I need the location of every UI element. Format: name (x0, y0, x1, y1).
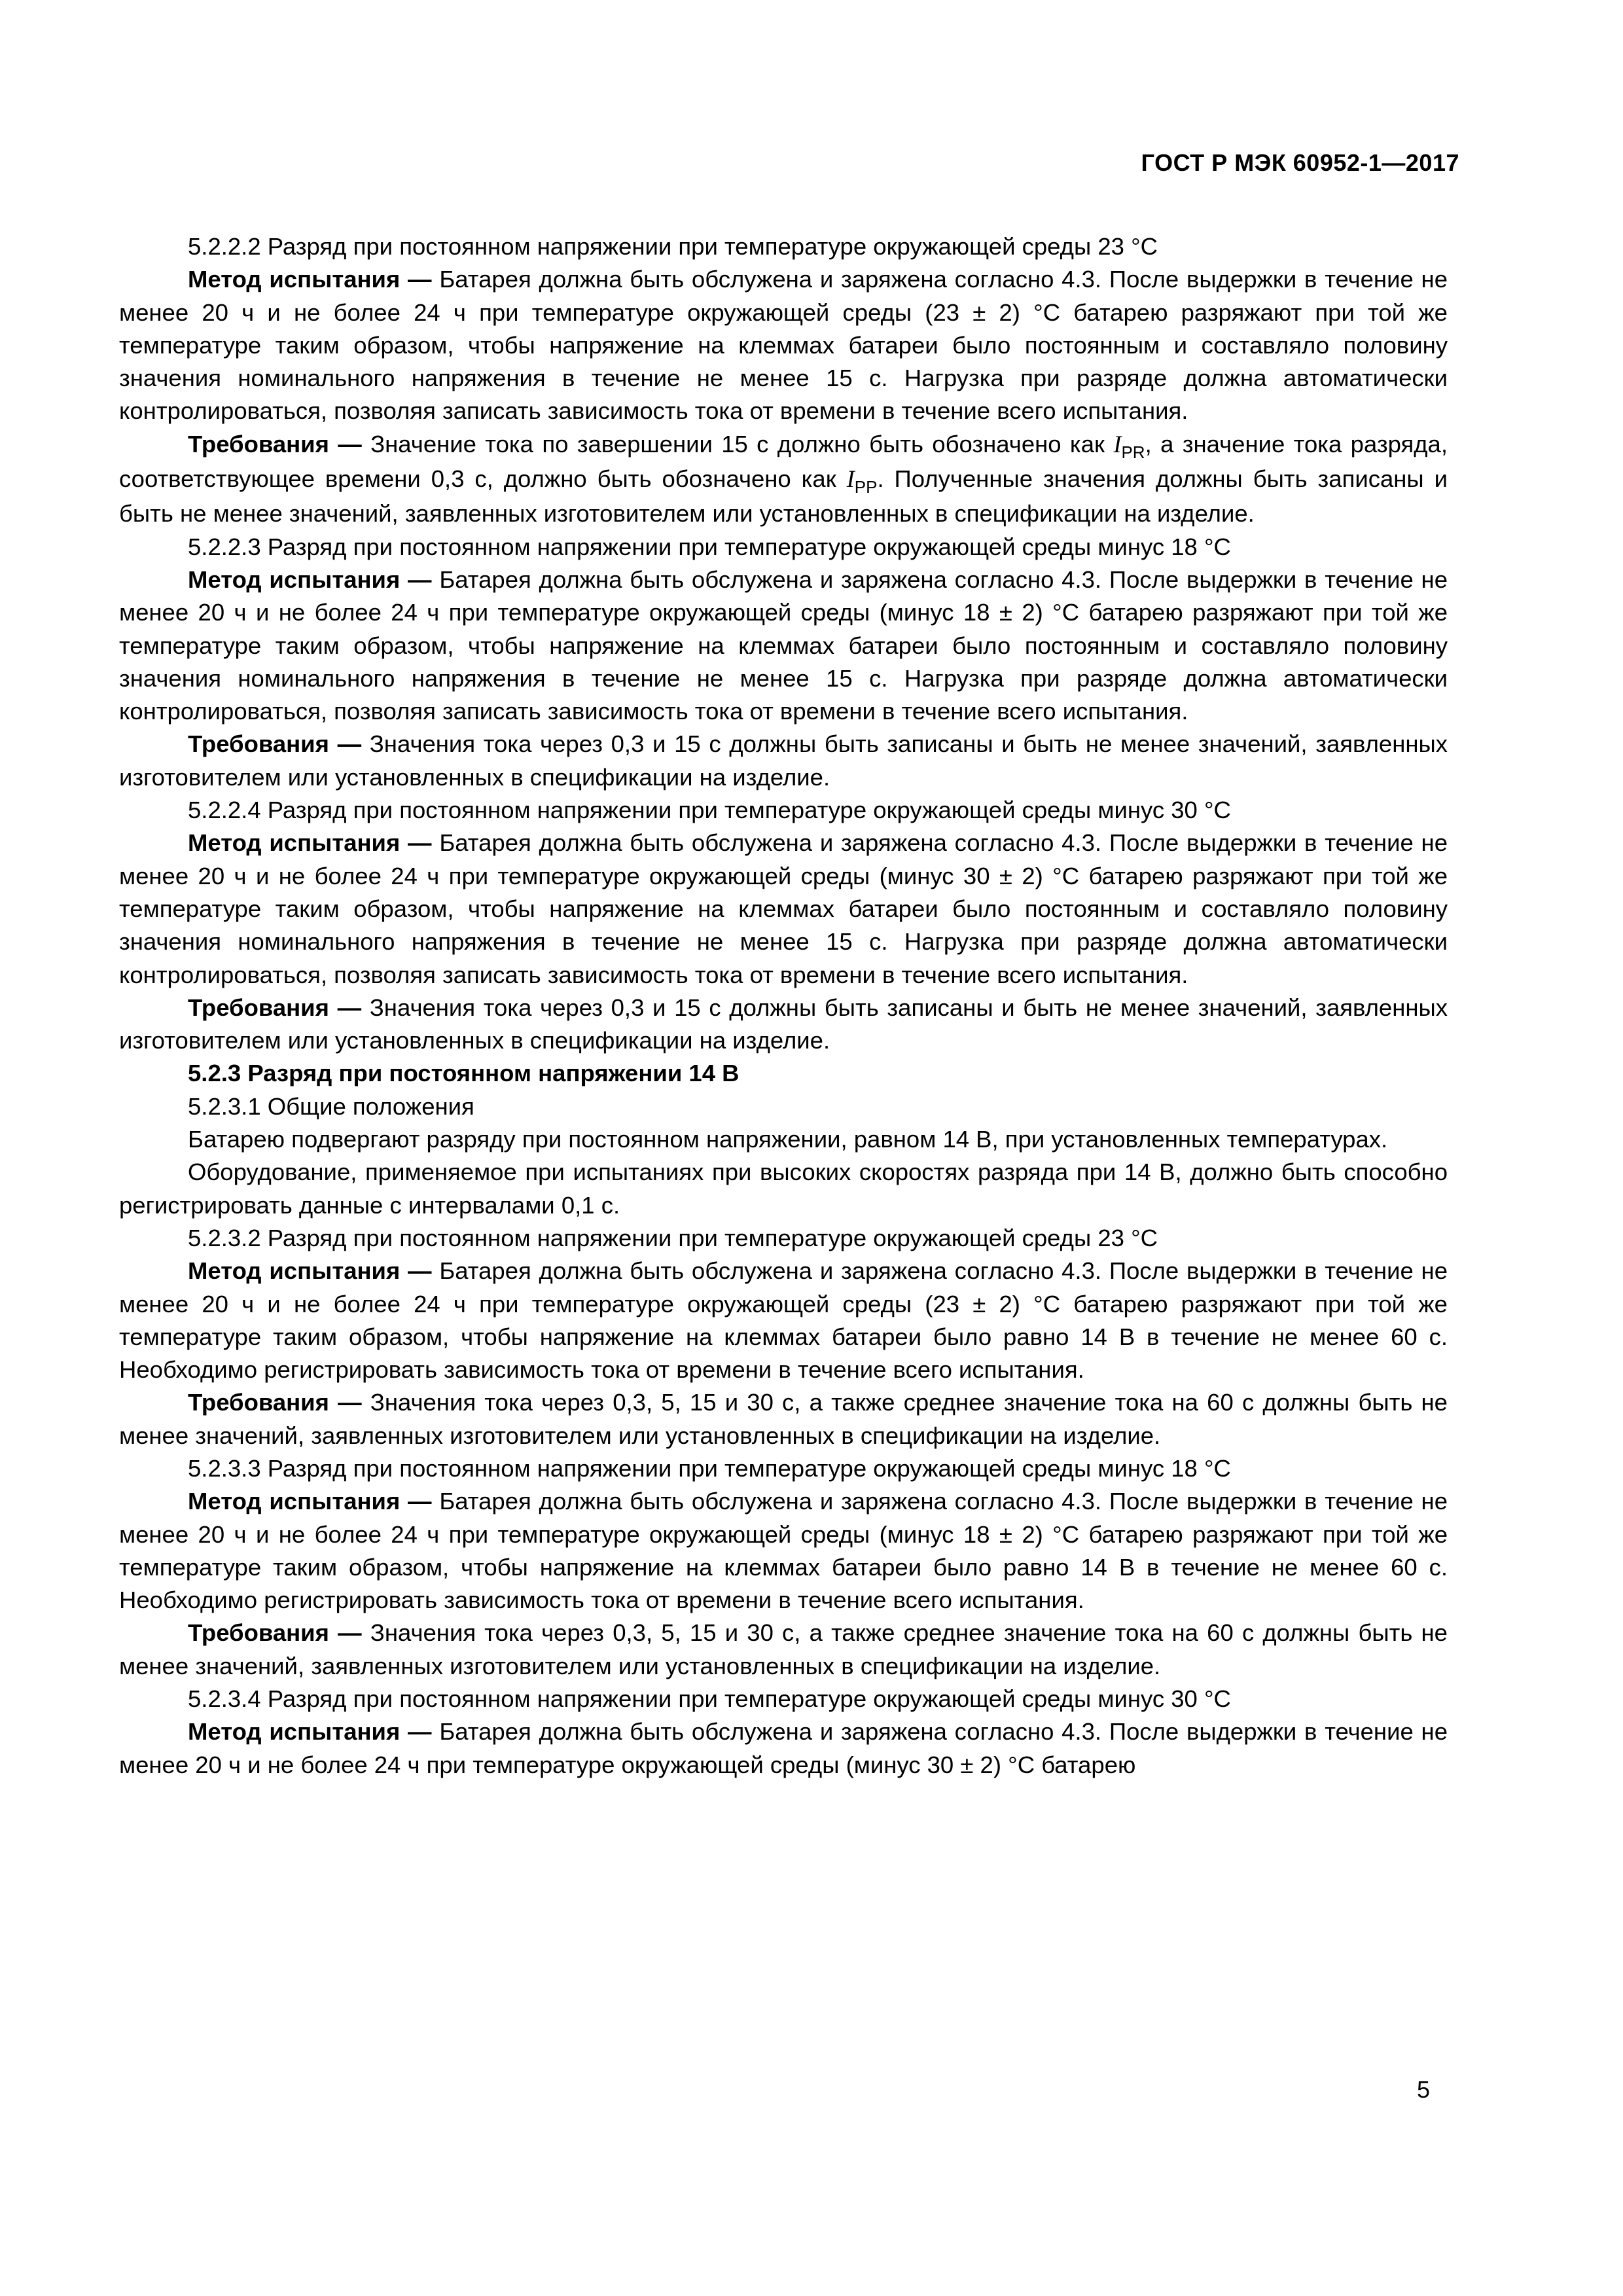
paragraph-requirements (119, 992, 1448, 1058)
paragraph-requirements (119, 1386, 1448, 1452)
term-requirements: Требования — (188, 1389, 362, 1416)
paragraph-test-method (119, 1255, 1448, 1386)
paragraph-text: Батарея должна быть обслужена и заряжена согласно 4.3. После выдержки в течение не менее 20 ч и не более 24 ч при температуре окружающей среды (минус 18 ± 2) °С батарею разряжают при той же температуре таким образом, чтобы напряжение на клеммах батареи было постоянным и составляло половину значения номинального напряжения в течение не менее 15 с. Нагрузка при разряде должна автоматически контролироваться, позволяя записать зависимость тока от времени в течение всего испытания. (119, 565, 1448, 725)
paragraph-text: Батарея должна быть обслужена и заряжена согласно 4.3. После выдержки в течение не менее 20 ч и не более 24 ч при температуре окружающей среды (минус 18 ± 2) °С батарею разряжают при той же температуре таким образом, чтобы напряжение на клеммах батареи было равно 14 В в течение не менее 60 с. Необходимо регистрировать зависимость тока от времени в течение всего испытания. (119, 1488, 1448, 1614)
document-id-header: ГОСТ Р МЭК 60952-1—2017 (1141, 149, 1459, 176)
paragraph-test-method (119, 263, 1448, 427)
term-method: Метод испытания — (188, 266, 432, 293)
paragraph-text: Значения тока через 0,3, 5, 15 и 30 с, а также среднее значение тока на 60 с должны быть не менее значений, заявленных изготовителем или установленных в спецификации на изделие. (119, 1619, 1448, 1679)
paragraph-text: Значения тока через 0,3 и 15 с должны быть записаны и быть не менее значений, заявленных изготовителем или установленных в спецификации на изделие. (119, 994, 1448, 1054)
symbol-subscript: PR (1121, 442, 1145, 462)
paragraph-requirements (119, 728, 1448, 794)
paragraph-text: Значение тока по завершении 15 с должно быть обозначено как (361, 430, 1114, 457)
symbol-base: I (1113, 430, 1122, 457)
page-number: 5 (1416, 2076, 1430, 2103)
clause-heading-5-2-2-2: 5.2.2.2 Разряд при постоянном напряжении при температуре окружающей среды 23 °С (188, 233, 1158, 260)
document-body (119, 230, 1448, 1782)
term-method: Метод испытания — (188, 829, 432, 857)
clause-heading-5-2-2-3: 5.2.2.3 Разряд при постоянном напряжении при температуре окружающей среды минус 18 °С (188, 533, 1231, 560)
term-method: Метод испытания — (188, 1488, 432, 1515)
symbol-base: I (846, 465, 855, 493)
paragraph-text: Значения тока через 0,3 и 15 с должны быть записаны и быть не менее значений, заявленных изготовителем или установленных в спецификации на изделие. (119, 730, 1448, 791)
clause-heading-5-2-2-4: 5.2.2.4 Разряд при постоянном напряжении при температуре окружающей среды минус 30 °С (188, 797, 1231, 824)
symbol-subscript: PP (854, 477, 878, 497)
paragraph-test-method (119, 564, 1448, 728)
term-method: Метод испытания — (188, 1257, 432, 1285)
symbol-i-pp (846, 465, 878, 497)
paragraph-requirements (119, 1617, 1448, 1683)
paragraph-requirements (119, 428, 1448, 531)
paragraph-text: Батарея должна быть обслужена и заряжена согласно 4.3. После выдержки в течение не менее 20 ч и не более 24 ч при температуре окружающей среды (23 ± 2) °С батарею разряжают при той же температуре таким образом, чтобы напряжение на клеммах батареи было постоянным и составляло половину значения номинального напряжения в течение не менее 15 с. Нагрузка при разряде должна автоматически контролироваться, позволяя записать зависимость тока от времени в течение всего испытания. (119, 266, 1448, 425)
paragraph-test-method (119, 827, 1448, 991)
clause-heading-5-2-3-4: 5.2.3.4 Разряд при постоянном напряжении при температуре окружающей среды минус 30 °С (188, 1685, 1231, 1713)
paragraph-test-method (119, 1715, 1448, 1782)
symbol-i-pr (1113, 430, 1145, 462)
paragraph-text: Батарея должна быть обслужена и заряжена согласно 4.3. После выдержки в течение не менее 20 ч и не более 24 ч при температуре окружающей среды (минус 30 ± 2) °С батарею разряжают при той же температуре таким образом, чтобы напряжение на клеммах батареи было постоянным и составляло половину значения номинального напряжения в течение не менее 15 с. Нагрузка при разряде должна автоматически контролироваться, позволяя записать зависимость тока от времени в течение всего испытания. (119, 829, 1448, 988)
paragraph-text: . Полученные значения должны быть записаны и быть не менее значений, заявленных изготовителем или установленных в спецификации на изделие. (119, 465, 1448, 528)
paragraph-test-method (119, 1485, 1448, 1617)
term-requirements: Требования — (188, 994, 362, 1021)
section-heading-5-2-3: 5.2.3 Разряд при постоянном напряжении 14 В (188, 1060, 740, 1087)
clause-heading-5-2-3-3: 5.2.3.3 Разряд при постоянном напряжении при температуре окружающей среды минус 18 °С (188, 1454, 1231, 1482)
paragraph-text: Батарея должна быть обслужена и заряжена согласно 4.3. После выдержки в течение не менее 20 ч и не более 24 ч при температуре окружающей среды (23 ± 2) °С батарею разряжают при той же температуре таким образом, чтобы напряжение на клеммах батареи было равно 14 В в течение не менее 60 с. Необходимо регистрировать зависимость тока от времени в течение всего испытания. (119, 1257, 1448, 1384)
term-requirements: Требования — (188, 430, 362, 457)
paragraph-text: Значения тока через 0,3, 5, 15 и 30 с, а также среднее значение тока на 60 с должны быть не менее значений, заявленных изготовителем или установленных в спецификации на изделие. (119, 1389, 1448, 1449)
paragraph-text: Батарея должна быть обслужена и заряжена согласно 4.3. После выдержки в течение не менее 20 ч и не более 24 ч при температуре окружающей среды (минус 30 ± 2) °С батарею (119, 1718, 1448, 1778)
paragraph-equipment: Оборудование, применяемое при испытаниях при высоких скоростях разряда при 14 В, должно быть способно регистрировать данные с интервалами 0,1 с. (119, 1158, 1448, 1219)
paragraph-general: Батарею подвергают разряду при постоянном напряжении, равном 14 В, при установленных температурах. (188, 1126, 1388, 1153)
term-requirements: Требования — (188, 1619, 362, 1647)
paragraph-text: , а значение тока разряда, соответствующее времени 0,3 с, должно быть обозначено как (119, 430, 1448, 493)
clause-heading-5-2-3-2: 5.2.3.2 Разряд при постоянном напряжении при температуре окружающей среды 23 °С (188, 1224, 1158, 1251)
term-method: Метод испытания — (188, 565, 432, 593)
term-method: Метод испытания — (188, 1718, 432, 1746)
term-requirements: Требования — (188, 730, 362, 758)
clause-heading-5-2-3-1: 5.2.3.1 Общие положения (188, 1092, 474, 1120)
